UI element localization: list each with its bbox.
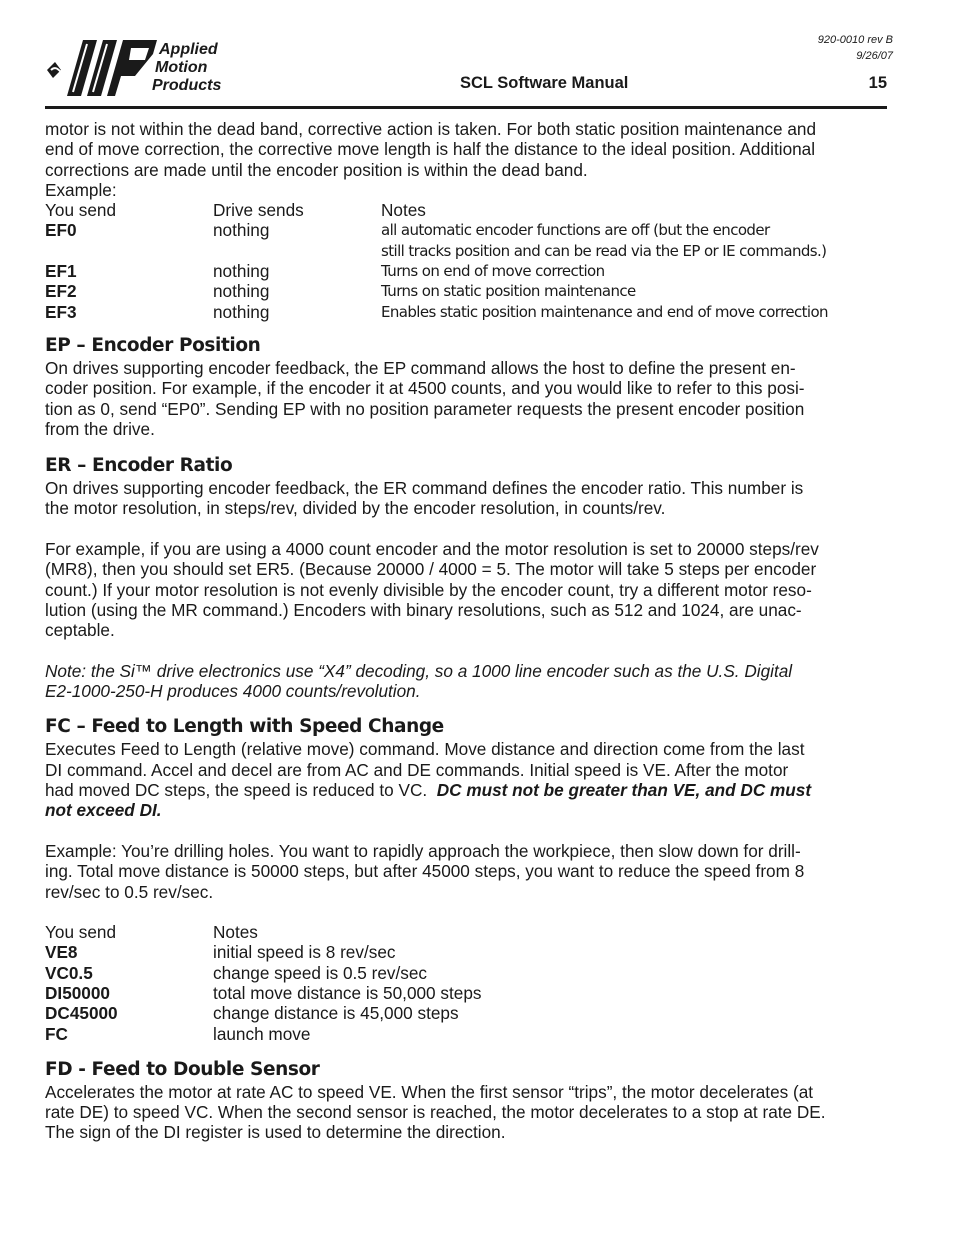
command-cell: DI50000 xyxy=(45,982,110,1003)
table-row xyxy=(45,220,890,261)
paragraph-line xyxy=(45,780,890,800)
command-cell: EF2 xyxy=(45,281,77,302)
paragraph-line: (MR8), then you should set ER5. (Because 20000 / 4000 = 5. The motor will take 5 steps per encoder xyxy=(45,559,817,580)
paragraph-line: ceptable. xyxy=(45,620,115,641)
column-header: You send xyxy=(45,200,117,221)
table-row xyxy=(45,963,890,983)
logo-wordmark xyxy=(152,41,222,95)
paragraph-line: For example, if you are using a 4000 count encoder and the motor resolution is set to 20000 steps/rev xyxy=(45,539,819,560)
notes-cell: change distance is 45,000 steps xyxy=(213,1003,459,1024)
page-header xyxy=(45,30,893,108)
table-row xyxy=(45,281,890,301)
page-number: 15 xyxy=(868,74,887,92)
page-content xyxy=(45,119,890,1143)
paragraph-line: Accelerates the motor at rate AC to speed VE. When the first sensor “trips”, the motor decelerates (at xyxy=(45,1081,814,1102)
column-header: Notes xyxy=(213,922,258,943)
section-heading-ep: EP – Encoder Position xyxy=(45,334,261,356)
document-date: 9/26/07 xyxy=(856,50,893,62)
document-number-block xyxy=(818,32,893,64)
notes-line: all automatic encoder functions are off (but the encoder xyxy=(381,221,770,240)
paragraph-line: ing. Total move distance is 50000 steps, but after 45000 steps, you want to reduce the speed from 8 xyxy=(45,861,805,882)
notes-cell: Enables static position maintenance and end of move correction xyxy=(381,302,828,321)
header-divider xyxy=(45,106,887,109)
paragraph-line: rev/sec to 0.5 rev/sec. xyxy=(45,881,214,902)
notes-cell: Turns on end of move correction xyxy=(381,262,605,281)
paragraph-line: DI command. Accel and decel are from AC and DE commands. Initial speed is VE. After the motor xyxy=(45,759,789,780)
fc-command-table xyxy=(45,922,890,1044)
drive-sends-cell: nothing xyxy=(213,301,270,322)
company-logo xyxy=(45,36,245,102)
document-number: 920-0010 rev B xyxy=(817,34,893,46)
logo-mark-icon xyxy=(45,36,163,102)
notes-cell xyxy=(381,220,890,261)
column-header: Notes xyxy=(381,200,426,221)
paragraph-line: The sign of the DI register is used to determine the direction. xyxy=(45,1122,506,1143)
paragraph-line: the motor resolution, in steps/rev, divided by the encoder resolution, in counts/rev. xyxy=(45,498,666,519)
warning-text: not exceed DI. xyxy=(45,800,162,821)
note-line: Note: the Si™ drive electronics use “X4” decoding, so a 1000 line encoder such as the U.S. Digital xyxy=(45,660,793,681)
section-heading-fc: FC – Feed to Length with Speed Change xyxy=(45,716,444,738)
table-row xyxy=(45,261,890,281)
drive-sends-cell: nothing xyxy=(213,281,270,302)
paragraph-line: rate DE) to speed VC. When the second sensor is reached, the motor decelerates to a stop at rate DE. xyxy=(45,1102,826,1123)
logo-line: Products xyxy=(152,77,222,94)
paragraph-line: Example: You’re drilling holes. You want to rapidly approach the workpiece, then slow down for drill- xyxy=(45,840,801,861)
paragraph-line: count.) If your motor resolution is not evenly divisible by the encoder count, try a different motor reso- xyxy=(45,579,812,600)
column-header: Drive sends xyxy=(213,200,304,221)
warning-text: DC must not be greater than VE, and DC must xyxy=(436,780,812,801)
command-cell: EF0 xyxy=(45,220,77,241)
paragraph-line: coder position. For example, if the encoder it at 4500 counts, and you would like to refer to this posi- xyxy=(45,378,805,399)
command-cell: EF3 xyxy=(45,301,77,322)
drive-sends-cell: nothing xyxy=(213,261,270,282)
paragraph-text: had moved DC steps, the speed is reduced to VC. xyxy=(45,780,437,801)
table-header-row xyxy=(45,922,890,942)
table-row xyxy=(45,302,890,322)
paragraph-line: On drives supporting encoder feedback, the EP command allows the host to define the present en- xyxy=(45,357,796,378)
notes-line: still tracks position and can be read via the EP or IE commands.) xyxy=(381,241,827,260)
paragraph-line: Executes Feed to Length (relative move) command. Move distance and direction come from the last xyxy=(45,739,805,760)
command-cell: VE8 xyxy=(45,942,78,963)
table-row xyxy=(45,942,890,962)
paragraph-line: corrections are made until the encoder position is within the dead band. xyxy=(45,159,588,180)
column-header: You send xyxy=(45,922,117,943)
table-row xyxy=(45,983,890,1003)
paragraph-line: On drives supporting encoder feedback, the ER command defines the encoder ratio. This number is xyxy=(45,478,804,499)
command-cell: FC xyxy=(45,1023,68,1044)
logo-line: Motion xyxy=(155,59,208,76)
section-heading-er: ER – Encoder Ratio xyxy=(45,455,233,477)
note-line: E2-1000-250-H produces 4000 counts/revolution. xyxy=(45,681,421,702)
ef-command-table xyxy=(45,200,890,322)
paragraph-line: tion as 0, send “EP0”. Sending EP with no position parameter requests the present encoder position xyxy=(45,398,805,419)
paragraph-line: from the drive. xyxy=(45,418,155,439)
paragraph-line: motor is not within the dead band, corrective action is taken. For both static position maintenance and xyxy=(45,119,817,139)
table-header-row xyxy=(45,200,890,220)
table-row xyxy=(45,1024,890,1044)
notes-cell: total move distance is 50,000 steps xyxy=(213,982,482,1003)
notes-cell: change speed is 0.5 rev/sec xyxy=(213,962,428,983)
drive-sends-cell: nothing xyxy=(213,220,270,241)
command-cell: DC45000 xyxy=(45,1003,118,1024)
notes-cell: launch move xyxy=(213,1023,311,1044)
logo-line: Applied xyxy=(159,41,218,58)
notes-cell: Turns on static position maintenance xyxy=(381,282,636,301)
notes-cell: initial speed is 8 rev/sec xyxy=(213,942,396,963)
paragraph-line: lution (using the MR command.) Encoders with binary resolutions, such as 512 and 1024, are unac- xyxy=(45,599,802,620)
manual-title: SCL Software Manual xyxy=(460,74,629,92)
example-label: Example: xyxy=(45,179,117,200)
paragraph-line: end of move correction, the corrective move length is half the distance to the ideal position. Additional xyxy=(45,139,816,160)
command-cell: EF1 xyxy=(45,261,77,282)
command-cell: VC0.5 xyxy=(45,962,93,983)
table-row xyxy=(45,1003,890,1023)
section-heading-fd: FD - Feed to Double Sensor xyxy=(45,1058,320,1080)
